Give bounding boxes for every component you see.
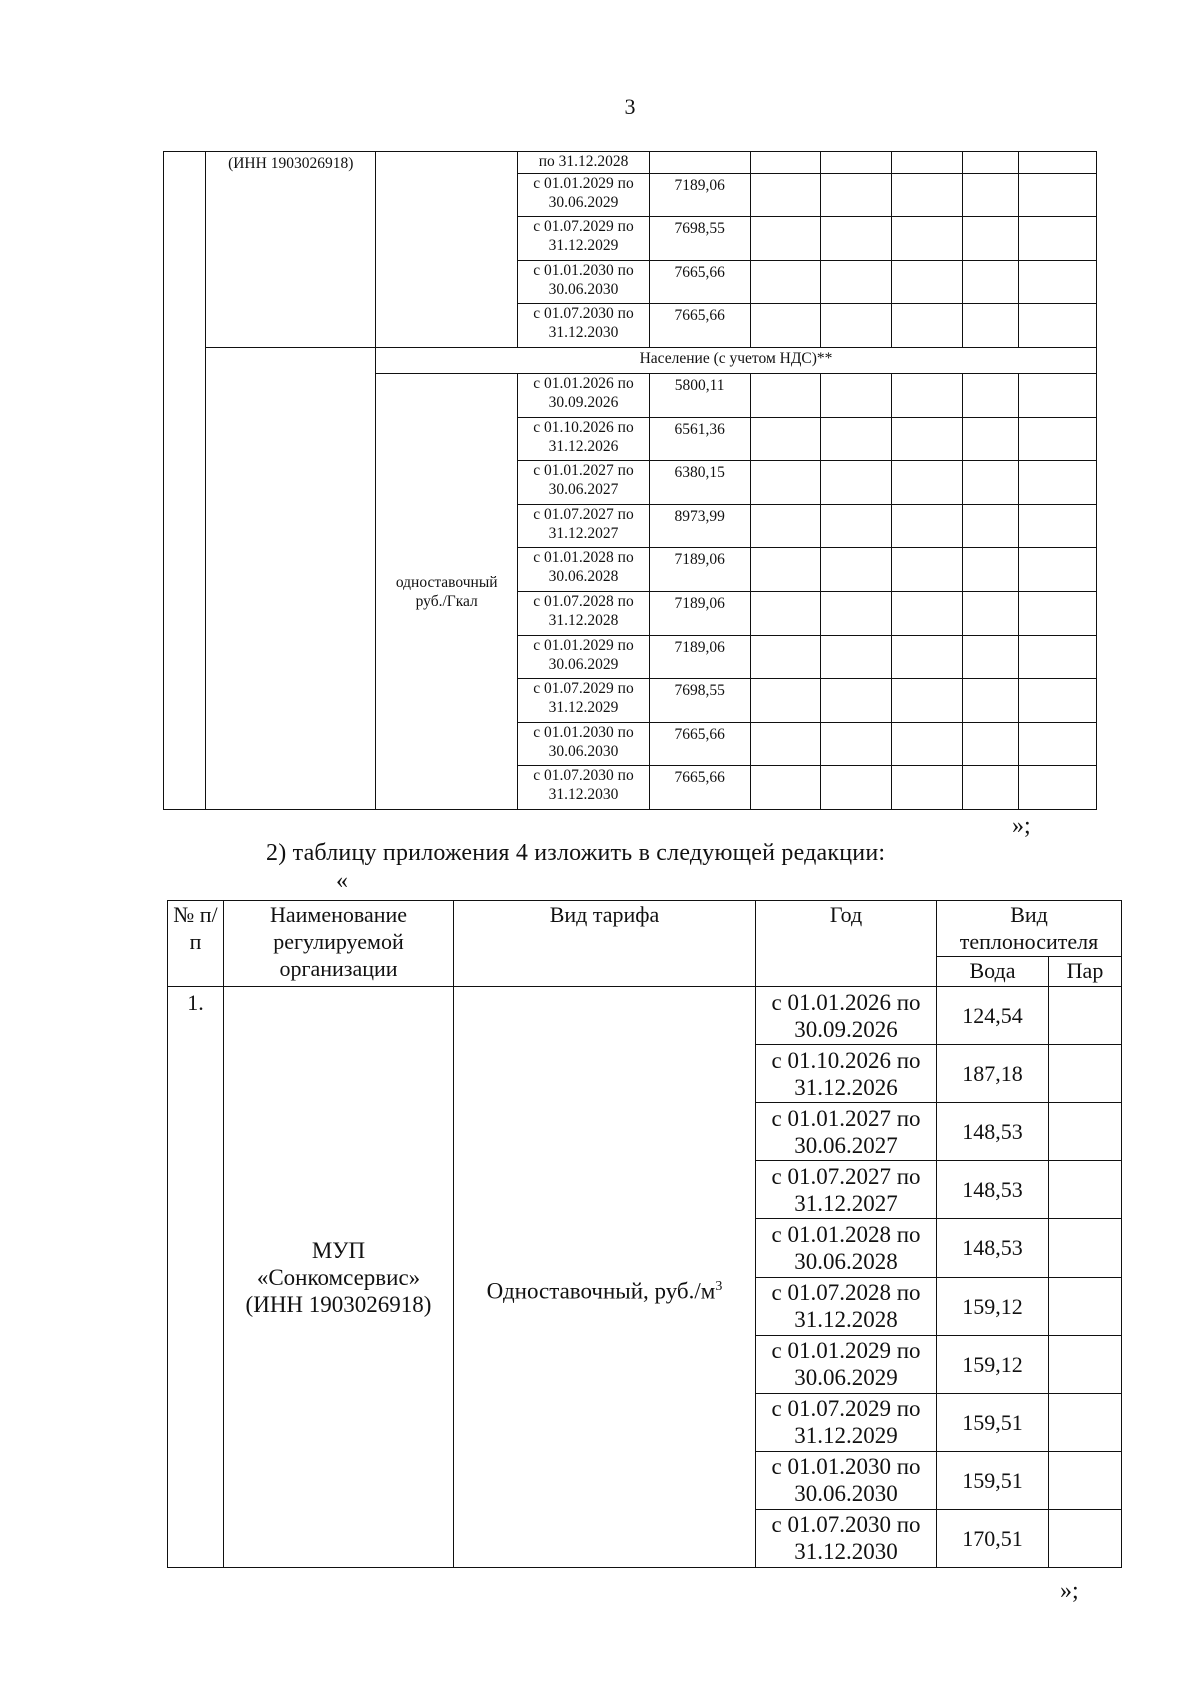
period-cell: с 01.07.2027 по 31.12.2027: [518, 504, 649, 548]
header-tariff: Вид тарифа: [454, 901, 756, 987]
empty-cell: [750, 766, 821, 810]
water-value-cell: 148,53: [937, 1161, 1049, 1219]
empty-cell: [750, 304, 821, 348]
empty-cell: [1019, 461, 1097, 505]
empty-cell: [891, 766, 962, 810]
org-cell: (ИНН 1903026918): [206, 152, 376, 348]
empty-cell: [821, 679, 892, 723]
empty-cell: [821, 548, 892, 592]
period-cell: с 01.01.2029 по 30.06.2029: [756, 1335, 937, 1393]
value-cell: 7665,66: [649, 766, 750, 810]
empty-cell: [891, 548, 962, 592]
empty-cell: [962, 679, 1019, 723]
empty-cell: [1019, 260, 1097, 304]
empty-cell: [891, 173, 962, 217]
value-cell: 7698,55: [649, 217, 750, 261]
empty-cell: [750, 374, 821, 418]
empty-cell: [962, 217, 1019, 261]
empty-cell: [821, 461, 892, 505]
period-cell: с 01.10.2026 по 31.12.2026: [518, 417, 649, 461]
value-cell: 7665,66: [649, 260, 750, 304]
value-cell: 7189,06: [649, 173, 750, 217]
steam-value-cell: [1049, 1335, 1122, 1393]
tariff-kind: [454, 987, 756, 1568]
org-cell-empty: [206, 348, 376, 810]
num-cell: [164, 152, 206, 810]
empty-cell: [962, 417, 1019, 461]
header-num: № п/п: [168, 901, 224, 987]
empty-cell: [750, 217, 821, 261]
value-cell: 5800,11: [649, 374, 750, 418]
empty-cell: [891, 591, 962, 635]
water-value-cell: 159,12: [937, 1335, 1049, 1393]
empty-cell: [821, 766, 892, 810]
value-cell: 7698,55: [649, 679, 750, 723]
group-header: Население (с учетом НДС)**: [376, 348, 1097, 374]
instruction-text: 2) таблицу приложения 4 изложить в следующей редакции:: [266, 840, 886, 866]
empty-cell: [962, 173, 1019, 217]
empty-cell: [750, 173, 821, 217]
empty-cell: [1019, 766, 1097, 810]
water-value-cell: 170,51: [937, 1509, 1049, 1567]
period-cell: с 01.01.2030 по 30.06.2030: [518, 722, 649, 766]
period-cell: с 01.01.2026 по 30.09.2026: [756, 987, 937, 1045]
empty-cell: [891, 417, 962, 461]
water-value-cell: 148,53: [937, 1103, 1049, 1161]
empty-cell: [750, 635, 821, 679]
empty-cell: [821, 417, 892, 461]
empty-cell: [962, 374, 1019, 418]
empty-cell: [821, 260, 892, 304]
empty-cell: [821, 173, 892, 217]
empty-cell: [962, 635, 1019, 679]
period-cell: с 01.07.2028 по 31.12.2028: [756, 1277, 937, 1335]
empty-cell: [1019, 679, 1097, 723]
header-water: Вода: [937, 957, 1049, 987]
empty-cell: [821, 591, 892, 635]
empty-cell: [1019, 504, 1097, 548]
value-cell: [649, 152, 750, 174]
period-cell: с 01.07.2029 по 31.12.2029: [518, 217, 649, 261]
empty-cell: [962, 304, 1019, 348]
empty-cell: [750, 461, 821, 505]
steam-value-cell: [1049, 1393, 1122, 1451]
empty-cell: [821, 217, 892, 261]
empty-cell: [1019, 548, 1097, 592]
period-cell: с 01.01.2028 по 30.06.2028: [518, 548, 649, 592]
appendix-4-table: [167, 900, 1122, 1568]
empty-cell: [891, 679, 962, 723]
tariff-kind-cell: одноставочный руб./Гкал: [376, 374, 518, 810]
empty-cell: [750, 591, 821, 635]
period-cell: с 01.01.2028 по 30.06.2028: [756, 1219, 937, 1277]
empty-cell: [1019, 591, 1097, 635]
period-cell: с 01.01.2030 по 30.06.2030: [518, 260, 649, 304]
empty-cell: [962, 591, 1019, 635]
org-name: МУП «Сонкомсервис» (ИНН 1903026918): [224, 987, 454, 1568]
steam-value-cell: [1049, 1103, 1122, 1161]
continuation-table: [163, 151, 1097, 810]
empty-cell: [962, 548, 1019, 592]
period-cell: с 01.01.2027 по 30.06.2027: [518, 461, 649, 505]
empty-cell: [1019, 374, 1097, 418]
steam-value-cell: [1049, 1451, 1122, 1509]
water-value-cell: 124,54: [937, 987, 1049, 1045]
value-cell: 7665,66: [649, 722, 750, 766]
empty-cell: [821, 504, 892, 548]
empty-cell: [750, 679, 821, 723]
empty-cell: [962, 461, 1019, 505]
steam-value-cell: [1049, 1277, 1122, 1335]
period-cell: с 01.01.2027 по 30.06.2027: [756, 1103, 937, 1161]
empty-cell: [962, 766, 1019, 810]
period-cell: с 01.01.2029 по 30.06.2029: [518, 173, 649, 217]
steam-value-cell: [1049, 1509, 1122, 1567]
empty-cell: [891, 635, 962, 679]
empty-cell: [891, 217, 962, 261]
empty-cell: [750, 722, 821, 766]
period-cell: по 31.12.2028: [518, 152, 649, 174]
empty-cell: [1019, 304, 1097, 348]
empty-cell: [821, 635, 892, 679]
header-year: Год: [756, 901, 937, 987]
empty-cell: [891, 504, 962, 548]
row-number: 1.: [168, 987, 224, 1568]
empty-cell: [891, 304, 962, 348]
header-org: Наименование регулируемой организации: [224, 901, 454, 987]
value-cell: 8973,99: [649, 504, 750, 548]
opening-quote: «: [336, 868, 348, 894]
period-cell: с 01.01.2026 по 30.09.2026: [518, 374, 649, 418]
empty-cell: [1019, 173, 1097, 217]
steam-value-cell: [1049, 1045, 1122, 1103]
empty-cell: [962, 722, 1019, 766]
table-row: [164, 152, 1097, 174]
empty-cell: [891, 722, 962, 766]
empty-cell: [821, 374, 892, 418]
value-cell: 7189,06: [649, 591, 750, 635]
continuation-table-body: [164, 152, 1097, 810]
steam-value-cell: [1049, 1219, 1122, 1277]
empty-cell: [821, 722, 892, 766]
table-row: [168, 987, 1122, 1045]
period-cell: с 01.07.2027 по 31.12.2027: [756, 1161, 937, 1219]
empty-cell: [891, 260, 962, 304]
page-number: 3: [624, 94, 636, 119]
water-value-cell: 148,53: [937, 1219, 1049, 1277]
empty-cell: [962, 260, 1019, 304]
empty-cell: [821, 304, 892, 348]
tariff-kind-text: Одноставочный, руб./м: [486, 1278, 716, 1304]
period-cell: с 01.07.2030 по 31.12.2030: [518, 766, 649, 810]
period-cell: с 01.07.2030 по 31.12.2030: [756, 1509, 937, 1567]
steam-value-cell: [1049, 987, 1122, 1045]
value-cell: 7189,06: [649, 548, 750, 592]
closing-quote-1: »;: [1012, 813, 1031, 839]
group-row: [164, 348, 1097, 374]
water-value-cell: 159,12: [937, 1277, 1049, 1335]
empty-cell: [891, 461, 962, 505]
period-cell: с 01.07.2030 по 31.12.2030: [518, 304, 649, 348]
empty-cell: [1019, 217, 1097, 261]
empty-cell: [1019, 417, 1097, 461]
header-row: [168, 901, 1122, 957]
period-cell: с 01.07.2029 по 31.12.2029: [518, 679, 649, 723]
empty-cell: [750, 260, 821, 304]
water-value-cell: 187,18: [937, 1045, 1049, 1103]
empty-cell: [962, 504, 1019, 548]
period-cell: с 01.01.2029 по 30.06.2029: [518, 635, 649, 679]
period-cell: с 01.07.2029 по 31.12.2029: [756, 1393, 937, 1451]
empty-cell: [750, 504, 821, 548]
empty-cell: [750, 417, 821, 461]
empty-cell: [891, 374, 962, 418]
period-cell: с 01.01.2030 по 30.06.2030: [756, 1451, 937, 1509]
header-steam: Пар: [1049, 957, 1122, 987]
header-carrier: Вид теплоносителя: [937, 901, 1122, 957]
tariff-kind-cell: [376, 152, 518, 348]
value-cell: 6561,36: [649, 417, 750, 461]
period-cell: с 01.07.2028 по 31.12.2028: [518, 591, 649, 635]
value-cell: 6380,15: [649, 461, 750, 505]
tariff-unit-power: 3: [715, 1279, 723, 1295]
empty-cell: [750, 548, 821, 592]
value-cell: 7189,06: [649, 635, 750, 679]
value-cell: 7665,66: [649, 304, 750, 348]
water-value-cell: 159,51: [937, 1451, 1049, 1509]
empty-cell: [1019, 722, 1097, 766]
period-cell: с 01.10.2026 по 31.12.2026: [756, 1045, 937, 1103]
closing-quote-2: »;: [1060, 1578, 1079, 1604]
water-value-cell: 159,51: [937, 1393, 1049, 1451]
empty-cell: [1019, 635, 1097, 679]
steam-value-cell: [1049, 1161, 1122, 1219]
